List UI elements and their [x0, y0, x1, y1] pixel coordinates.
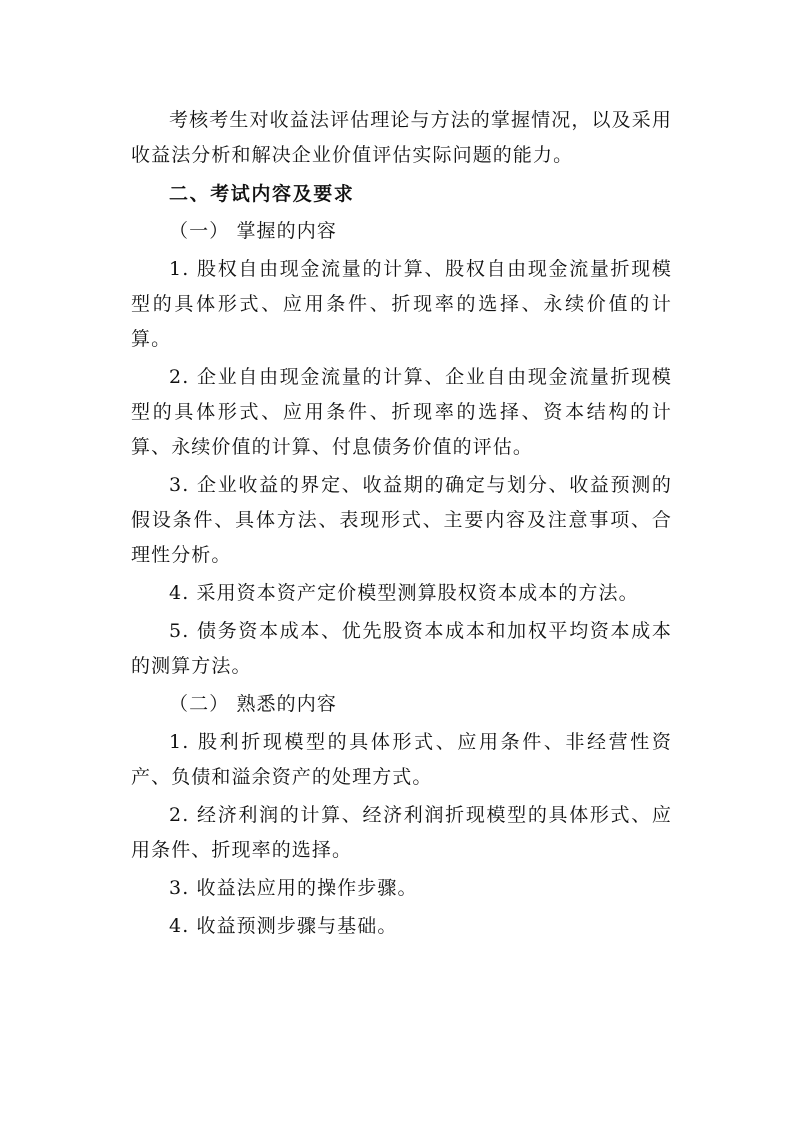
document-body [131, 103, 672, 944]
intro-paragraph: 考核考生对收益法评估理论与方法的掌握情况，以及采用收益法分析和解决企业价值评估实际问题的能力。 [131, 109, 672, 166]
part2-item-3: 3. 收益法应用的操作步骤。 [169, 877, 418, 899]
section-heading: 二、考试内容及要求 [169, 183, 355, 205]
part2-item-4: 4. 收益预测步骤与基础。 [169, 915, 398, 937]
part1-item-1: 1. 股权自由现金流量的计算、股权自由现金流量折现模型的具体形式、应用条件、折现率的选择、永续价值的计算。 [131, 258, 672, 350]
part1-item-5: 5. 债务资本成本、优先股资本成本和加权平均资本成本的测算方法。 [131, 620, 672, 677]
part2-item-2: 2. 经济利润的计算、经济利润折现模型的具体形式、应用条件、折现率的选择。 [131, 804, 672, 861]
part1-item-3: 3. 企业收益的界定、收益期的确定与划分、收益预测的假设条件、具体方法、表现形式、主要内容及注意事项、合理性分析。 [131, 474, 672, 566]
part2-heading: （二） 熟悉的内容 [169, 693, 337, 715]
part1-item-4: 4. 采用资本资产定价模型测算股权资本成本的方法。 [169, 582, 639, 604]
part1-heading: （一） 掌握的内容 [169, 220, 337, 242]
part1-item-2: 2. 企业自由现金流量的计算、企业自由现金流量折现模型的具体形式、应用条件、折现率的选择、资本结构的计算、永续价值的计算、付息债务价值的评估。 [131, 366, 672, 458]
part2-item-1: 1. 股利折现模型的具体形式、应用条件、非经营性资产、负债和溢余资产的处理方式。 [131, 731, 672, 788]
